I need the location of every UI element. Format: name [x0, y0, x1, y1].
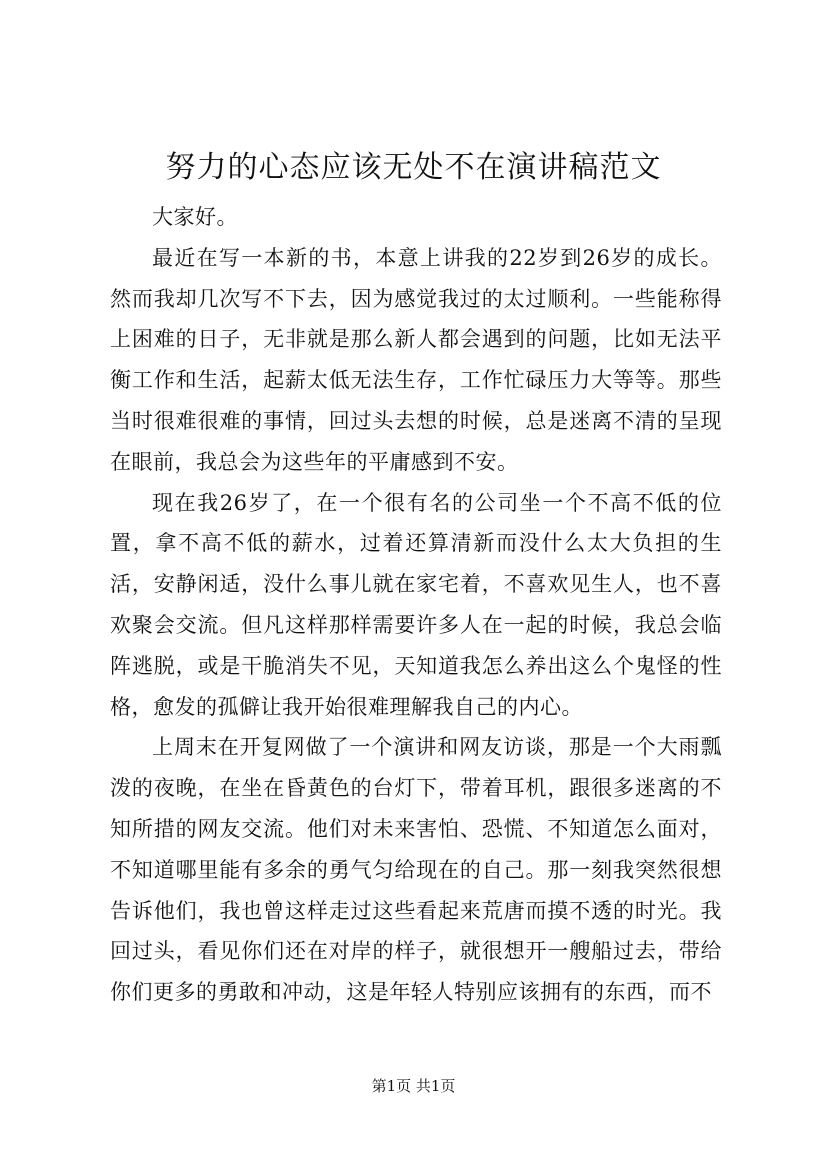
paragraph-1: 最近在写一本新的书，本意上讲我的22岁到26岁的成长。然而我却几次写不下去，因为感觉我过的太过顺利。一些能称得上困难的日子，无非就是那么新人都会遇到的问题，比如无法平衡工作和生活，起薪太低无法生存，工作忙碌压力大等等。那些当时很难很难的事情，回过头去想的时候，总是迷离不清的呈现在眼前，我总会为这些年的平庸感到不安。	[110, 245, 722, 474]
paragraph-3: 上周末在开复网做了一个演讲和网友访谈，那是一个大雨瓢泼的夜晚，在坐在昏黄色的台灯下，带着耳机，跟很多迷离的不知所措的网友交流。他们对未来害怕、恐慌、不知道怎么面对，不知道哪里能有多余的勇气匀给现在的自己。那一刻我突然很想告诉他们，我也曾这样走过这些看起来荒唐而摸不透的时光。我回过头，看见你们还在对岸的样子，就很想开一艘船过去，带给你们更多的勇敢和冲动，这是年轻人特别应该拥有的东西，而不	[110, 735, 722, 1005]
paragraph-greeting: 大家好。	[152, 205, 238, 229]
page-number: 第1页 共1页	[371, 1077, 456, 1095]
document-title: 努力的心态应该无处不在演讲稿范文	[165, 150, 662, 185]
paragraph-2: 现在我26岁了，在一个很有名的公司坐一个不高不低的位置，拿不高不低的薪水，过着还算清新而没什么太大负担的生活，安静闲适，没什么事儿就在家宅着，不喜欢见生人，也不喜欢聚会交流。但凡这样那样需要许多人在一起的时候，我总会临阵逃脱，或是干脆消失不见，天知道我怎么养出这么个鬼怪的性格，愈发的孤僻让我开始很难理解我自己的内心。	[110, 490, 722, 719]
document-body	[110, 197, 722, 1013]
